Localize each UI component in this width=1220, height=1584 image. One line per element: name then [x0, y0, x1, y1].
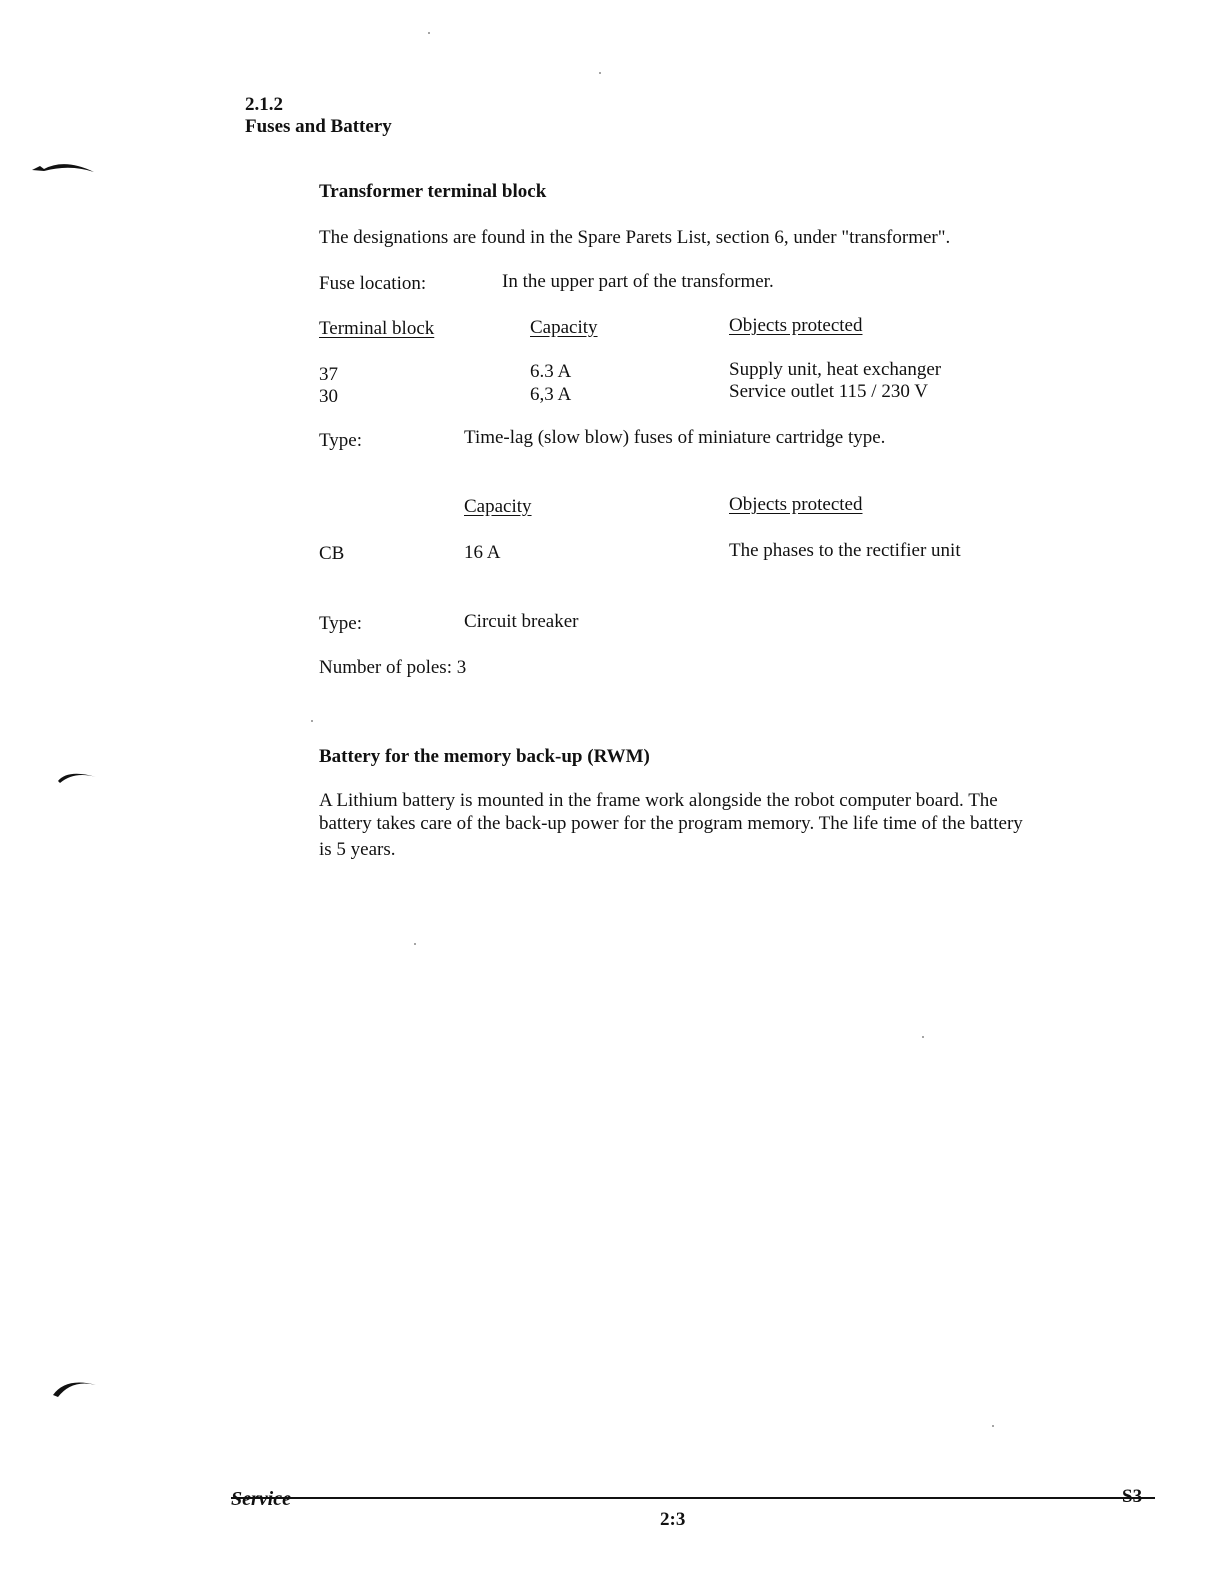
footer-rule	[231, 1497, 1155, 1499]
scan-speck	[428, 32, 430, 34]
scan-speck	[992, 1425, 994, 1427]
binder-hole-mark-middle	[54, 765, 100, 785]
table-header-objects-protected: Objects protected	[729, 315, 863, 336]
scan-speck	[599, 72, 601, 74]
table-cell-capacity: 6,3 A	[530, 384, 572, 405]
breaker-header-objects-protected: Objects protected	[729, 494, 863, 515]
table-cell-terminal: 30	[319, 386, 338, 407]
table-cell-objects: Supply unit, heat exchanger	[729, 359, 942, 380]
breaker-number-of-poles: Number of poles: 3	[319, 657, 467, 678]
scan-speck	[311, 720, 313, 722]
fuse-type-value: Time-lag (slow blow) fuses of miniature cartridge type.	[464, 427, 886, 448]
section-number: 2.1.2	[245, 94, 283, 115]
scan-speck	[922, 1036, 924, 1038]
breaker-cell-designation: CB	[319, 543, 345, 564]
battery-text-line: A Lithium battery is mounted in the frame work alongside the robot computer board. The	[319, 790, 998, 811]
battery-text-line: is 5 years.	[319, 839, 396, 860]
battery-heading: Battery for the memory back-up (RWM)	[319, 746, 650, 767]
breaker-cell-objects: The phases to the rectifier unit	[729, 540, 961, 561]
breaker-header-capacity: Capacity	[464, 496, 532, 517]
scan-speck	[414, 943, 416, 945]
table-cell-terminal: 37	[319, 364, 338, 385]
breaker-type-label: Type:	[319, 613, 362, 634]
page-number: 2:3	[660, 1509, 686, 1530]
fuse-location-label: Fuse location:	[319, 273, 427, 294]
section-title: Fuses and Battery	[245, 116, 392, 137]
table-header-capacity: Capacity	[530, 317, 598, 338]
table-header-terminal-block: Terminal block	[319, 318, 435, 339]
battery-text-line: battery takes care of the back-up power for the program memory. The life time of the battery	[319, 813, 1023, 834]
table-cell-objects: Service outlet 115 / 230 V	[729, 381, 928, 402]
footer-right-label: S3	[1122, 1486, 1143, 1507]
transformer-intro: The designations are found in the Spare Parets List, section 6, under "transformer".	[319, 227, 951, 248]
breaker-type-value: Circuit breaker	[464, 611, 579, 632]
binder-hole-mark-top	[30, 158, 100, 178]
fuse-location-value: In the upper part of the transformer.	[502, 271, 774, 292]
footer-left-label: Service	[231, 1488, 291, 1510]
breaker-cell-capacity: 16 A	[464, 542, 501, 563]
fuse-type-label: Type:	[319, 430, 362, 451]
binder-hole-mark-bottom	[50, 1375, 100, 1399]
transformer-heading: Transformer terminal block	[319, 181, 547, 202]
table-cell-capacity: 6.3 A	[530, 361, 572, 382]
